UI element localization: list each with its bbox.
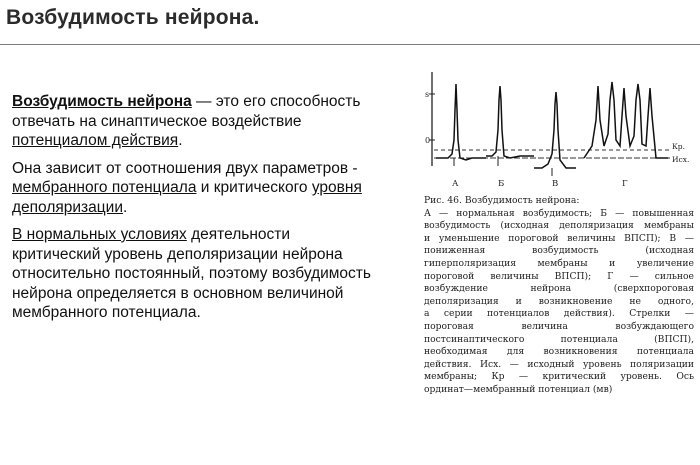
term-membrane-potential: мембранного потенциала (12, 179, 197, 196)
caption-line: пониженная возбудимость (исходная (424, 245, 694, 257)
caption-line: Рис. 46. Возбудимость нейрона: (424, 195, 580, 206)
y-axis-label-mid: 0 (425, 136, 431, 145)
caption-line: мембраны; Кр — критический уровень. Ось (424, 371, 694, 383)
paragraph-normal-conditions-text: деятельности критический уровень деполяризации нейрона относительно постоянный, поэтому возбудимость нейрона определяется в основном величиной мембранного потенциала. (12, 226, 371, 321)
caption-line: постсинаптического потенциала (ВПСП), (424, 333, 694, 345)
paragraph-normal-conditions (12, 225, 380, 323)
term-action-potential: потенциалом действия (12, 132, 179, 149)
paragraph-dependence (12, 159, 380, 218)
caption-line: пороговой величины ВПСП); Г — сильное (424, 270, 694, 282)
panel-label-b: Б (498, 179, 505, 189)
slide-title: Возбудимость нейрона. (6, 6, 260, 29)
paragraph-definition (12, 92, 380, 151)
caption-line: гиперполяризация мембраны и увеличение (424, 257, 694, 269)
trace-b (486, 86, 534, 158)
term-excitability: Возбудимость нейрона (12, 93, 192, 110)
critical-level-label: Кр. (672, 142, 685, 151)
panel-label-d: Г (622, 179, 628, 189)
paragraph-dependence-text: Она зависит от соотношения двух параметров - (12, 159, 358, 177)
paragraph-dependence-end: . (122, 198, 128, 216)
trace-d (584, 82, 668, 158)
paragraph-dependence-text-2: и критического (196, 179, 312, 196)
caption-line: возбудимость (исходная деполяризация мембраны (424, 220, 694, 232)
caption-line: а серии потенциалов действия). Стрелки — (424, 308, 694, 320)
resting-level-label: Исх. (672, 155, 690, 164)
caption-line: деполяризация и возникновение не одного, (424, 295, 694, 307)
caption-line: действия. Исх. — исходный уровень поляризации (424, 358, 694, 370)
paragraph-definition-end: . (178, 132, 183, 149)
excitability-figure (424, 70, 696, 190)
caption-line: А — нормальная возбудимость; Б — повышенная (424, 207, 694, 219)
panel-label-c: В (552, 179, 559, 189)
caption-line: необходимая для возникновения потенциала (424, 346, 694, 358)
main-text-block (12, 92, 380, 331)
trace-c (534, 92, 576, 168)
term-depolarization-level: уровня деполяризации (12, 179, 362, 216)
title-divider (0, 44, 700, 45)
y-axis-label-top: s (425, 90, 430, 99)
figure-caption (424, 195, 694, 397)
caption-line: ординат—мембранный потенциал (мв) (424, 383, 613, 395)
caption-line: и уменьшение пороговой величины ВПСП); В — (424, 232, 694, 244)
caption-line: возбуждение нейрона (сверхпороговая (424, 283, 694, 295)
trace-a (436, 84, 486, 160)
term-normal-conditions: В нормальных условиях (12, 226, 187, 243)
paragraph-definition-text: — это его способность отвечать на синаптическое воздействие (12, 93, 361, 130)
panel-label-a: А (452, 179, 459, 189)
caption-line: пороговая величина возбуждающего (424, 320, 694, 332)
